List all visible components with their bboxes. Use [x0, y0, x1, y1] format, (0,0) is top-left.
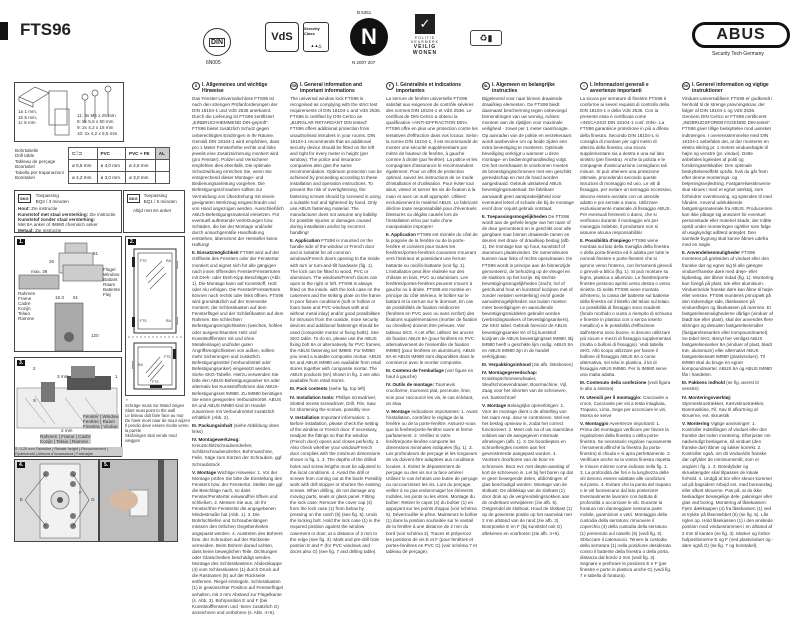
skg-badge: SKG: [20, 196, 29, 202]
hole-label-f: F: [79, 490, 82, 495]
section-text: Important information: 1. Before installation, please check the setting of the window or French door. If necessary, readjust the fittings so that the window (French door) opens and closes perfectly. 2. Also check whether your window/French door complies with the minimum dimensions shown in fig. 1. 3. The depths of the drilled holes and screw lengths must be adjusted to the local conditions. 4. Avoid the drill or screws from coming out at the back! Possibly work with drill stopper or shorten the existing screws. When drilling, do not damage any moving parts, seals or glass panel. Fitting the lock case: Remove the cover cap (4) from the lock case (1) from below by pressing on the catch (5) (see fig. 5). Undo the locking bolt. Hold the lock case (1) in the required position against the window casement or door, at a distance of 2 mm to the edge (see fig. 3). Mark and pre-drill hole position E and F (for PVC windows and doors also G) (see fig. 7 and drilling table).: [290, 414, 382, 554]
section-heading: II. Einsatzmöglichkeit: [192, 250, 239, 256]
figure-5-photo: [100, 460, 177, 541]
section: [482, 362, 574, 368]
slant-note: Schräge muss zur Wand zeigen Slant must point to the wall Le biseau doit faire face au mur De hoek moet naar de muur wijzen Il pendio deve essere rivolto verso la parete Skråningen skal vende mod væggen: [125, 403, 190, 443]
figure-4-drawing: [15, 460, 98, 541]
lock-label: RA: [166, 319, 171, 323]
section: [386, 382, 478, 406]
heading-text: I. General information and important informations: [300, 82, 362, 94]
drill-table-label: Drill table: [15, 153, 35, 159]
text-column-d: [192, 82, 284, 618]
callout: S: [33, 398, 37, 403]
vds-logo: [265, 22, 299, 52]
section-heading: V. Montering: [682, 420, 710, 426]
section-text: (voir figure en haut à gauche): [386, 368, 474, 380]
dimension-label: max. 39: [31, 269, 48, 274]
part-item: 10: 2x 4,2 x 9,5 mm: [77, 131, 118, 136]
section-heading: V. Montage: [386, 408, 411, 414]
column-heading: [482, 82, 574, 94]
politie-keurmerk-logo: [408, 14, 442, 56]
section-text: Kruiskopschroevendraaier, Sleufschroevendraaier, Boormachine, Vijl, Zaag voor het inkorten van de schroeven, evt. bankschroef: [482, 376, 568, 400]
n-mark-code: N 2007 207: [352, 60, 376, 65]
section-heading: III. Contenu de l'emballage: [386, 368, 444, 374]
section-text: (vedi figura in alto a sinistra): [580, 380, 671, 392]
section-text: Kreuzschlitzschraubendreher, Schlitzschraubendreher, Bohrmaschine, Feile, Säge zum Kürzen der Schrauben, ggf. Schraubstock: [192, 443, 283, 467]
drill-table-label: Boretabel: [15, 175, 35, 181]
pack-contents-figure: [14, 82, 124, 142]
heading-text: I. Informazioni generali e avvertenze importanti: [590, 82, 649, 94]
figure-2-drawing: [126, 237, 184, 395]
abus-logo: [692, 22, 790, 48]
heading-text: I. Generel information og vigtige instruktioner: [692, 82, 769, 94]
section-marker-bar: [0, 22, 8, 40]
cell: ø 3,0 mm: [126, 172, 156, 184]
komo-n-mark-logo: [350, 18, 388, 56]
drill-size-list: [18, 109, 37, 126]
parts-list: [77, 113, 117, 137]
section-text: FTS96 viene montata sul lato della maniglia della finestra o della porta-finestra ed è adatta per tutte le normali finestre e porte-finestre che si aprono verso l'interno, con ferramenti girevoli o girevoli-a bilico (fig. 1). Si può montare su legno, plastica o alluminio. Le finestre/porte-finestre possono aprirsi verso destra o verso sinistra. Di solito FTS96 viene montata all'interno, la cassa del battente sul battente della finestra ed il listello del telaio sul telaio. Le possibilità di fissaggio sono scadenti (fondo morbido o vuoto o riempito di schiuma e finestre in plastica con o senza inserto metallico) e le possibilità d'effrazione dall'esterno sono buone, si devono utilizzare più sicure e mezzi di fissaggio supplementari (malta o bulloni di fissaggio). Vedi tabella SKG. Allo scopo utilizzare per favore il bullone di fissaggio ABUS 8A o come alternativa, nei telai in plastica, il kit di fissaggio ABUS IM980. Per lo IM980 serve una malta adatta.: [580, 238, 672, 378]
security-class-logo: [303, 22, 329, 52]
column-heading: [386, 82, 478, 94]
section-heading: IV. Utensili per il montaggio:: [580, 394, 642, 400]
security-class-stars: ▲▲△: [310, 42, 322, 48]
section: [290, 395, 382, 413]
section: [482, 214, 574, 360]
section: [580, 238, 672, 378]
skg-title: [36, 193, 69, 204]
section-text: Stjerneskruetrækker, Kærvskruetrækker, Boremaskine, Fil, Sav til afkortning af skruerne, evt. skruestik: [682, 400, 765, 418]
n-mark-top: B 5351: [357, 10, 372, 15]
country-flag-icon: I: [580, 82, 588, 90]
skg-line: Hout: Zie instructie: [18, 206, 58, 212]
heading-text: I. Algemeen en belangrijke instructies: [492, 82, 555, 94]
figure-number: 5.: [104, 462, 109, 468]
skg-bq1-box: [123, 190, 185, 233]
section-text: Belangrijke opmerkingen: 1. Voor de montage dient u de afstelling van het raam resp. deur te controleren. Stel evt. het beslag opnieuw in, zodat het correct functioneert. 2. Meet ook na of uw raam/deur voldoet aan de aangegeven minimale afmetingen (afb. 1). 3. De boordieptes en schroeflengtes moeten aan het gevenstreerde aangepast worden. 4. Voorkom doorboren van de boor en schroeven. Boor evt. met diepte-aanslag of kort de schroeven in. Let bij het boren op dat er geen bewegende delen, afdichtingen of glas beschadigd worden. Montage van de slotkast: De afdekkap van de slotkast (1) door druk op de vergrendelingsnokken aan de onderkant verwijderen (zie afb. 5). Ontgrendel de slotbout. Houd de slotkast (1) op de gewenste positie op het raamvlak met 2 mm afstand van de rand (zie afb. 3). Boorpositie E en F (bij kunststof ook G) aftekenen en voorboren (zie afb. 4+5).: [482, 402, 574, 536]
figure-number: 3.: [19, 360, 24, 366]
abus-text: ABUS: [716, 26, 766, 43]
security-class-text: Security Class: [304, 26, 320, 37]
cell: ø 4,5 mm: [126, 160, 156, 172]
hole-label-g: G: [91, 497, 95, 502]
section: [290, 386, 382, 392]
country-flag-icon: D: [192, 82, 200, 90]
product-title: FTS96: [20, 20, 72, 39]
section-text: FTS96 monteres på grebsiden af vinduet eller den franske dør og egner sig til alle gængse vinduer/franske døre med dreje- eller kipbeslag, der åbner indad (fig. 1). Montering kan foregå på plast, træ eller aluminium. Vinduerne/de franske døre kan åbne til højre eller venstre. FTS96 monteres principielt på den indvendige side, låsekassen på vinduesfløjen og låsekassen på rammen. Er fastgørelsesmulighederne dårlige (vinduer af blødt træ eller plast), skal der anvendes flere sikringer og desuden fastgørelsesmidler (fastgørelsesankre eller kompoundmørtel). Se tabel SKG. Benyt her venligst ABUS fastgørelsesanker 8A (vinduer af plast, blødt træ, aluminium) eller alternativt ABUS fastgørelsessæt IM980 (plastvinduer). Til IM980 skal du bruge en egnet kompoundmørtel. ABUS 8A og ABUS IM980 fås i handelen.: [682, 250, 774, 378]
section: [580, 395, 672, 419]
cell: ø 4,0 mm: [97, 160, 126, 172]
header-pvc-fe: PVC + FE: [126, 148, 156, 160]
text-column-i: [580, 82, 672, 581]
section-heading: II. Application: [386, 232, 416, 238]
skg-line: Metaal: Zie instructie: [18, 227, 62, 233]
section: [386, 409, 478, 555]
dimension-label: 26: [49, 259, 55, 264]
n-mark-text: N: [361, 24, 377, 49]
figure-2-lock-positions: [125, 236, 185, 396]
cell: ø 3,0 mm: [97, 172, 126, 184]
section: [290, 238, 382, 384]
drill-bit-icon: ⊏⫶⫶⊐: [69, 148, 98, 160]
part-item: 9: 2x 4,2 x 16 mm: [77, 125, 114, 130]
text-column-dk: [682, 82, 774, 551]
section: [682, 250, 774, 378]
section-text: De FTS96 wordt aan de gehele lengte van het raam of de deur gemonteerd en is geschikt voor alle gangbare naar binnen draaiende ramen en deuren met draai- of draai/kiep beslag (afb. 1). De montage kan op hout, kunststof of aluminium plaatsvinden. De ramen/deuren kunnen naar links of rechts opendraaien. De FTS96 wordt in principe aan de binnenzijde gemonteerd, de behuizing op de vleugel en de sluitkom op het kozijn. Bij slechte bevestigingsmogelijkheden (zacht, hol of geschuimd hout en kunststof kozijnen met of zonder metalen versterking) en/of goede aanvalsmogelijkheden van buiten moeten meer beveiligingen en aanvullende bevestigingsmiddelen gebruikt worden (verbindingsankers of bevestigingsankers). Zie SKG tabel. Gebruik hiervoor de ABUS bevestigingsanker 8A of bij kunststof kozijnen de ABUS bevestigingsset IM980. Bij IM980 heeft u geschikte lijm nodig. ABUS 8A en ABUS IM980 zijn in de handel verkrijgbaar.: [482, 213, 574, 359]
hole-label-e: E: [20, 497, 24, 502]
skg-badge: SKG: [129, 196, 138, 202]
drill-table-label: Tableau de perçage: [15, 158, 56, 164]
drill-table: [68, 147, 170, 184]
figure-number: 2.: [130, 239, 135, 245]
checkmark-shield-icon: ✓: [415, 14, 435, 34]
section: [482, 403, 574, 537]
section: [192, 423, 284, 435]
cell: ø 4,2 mm: [69, 172, 98, 184]
skg-sub-text: BQ2 / 3 minuten: [35, 198, 69, 204]
lock-label: FTS: [152, 380, 159, 384]
column-heading: [682, 82, 774, 94]
politie-text: POLITIE KEURMERK: [411, 36, 439, 44]
callout: 3 mm: [57, 374, 69, 379]
frame-label: Rahmen | Frame | Cadre Kozijn | Telaio | Ramme: [40, 434, 91, 444]
section: [682, 421, 774, 549]
dimension-label: 51: [73, 295, 79, 300]
callout: 2: [33, 366, 36, 371]
din-code: 6N005: [206, 60, 221, 66]
section-text: (zie afb. linksboven): [532, 362, 573, 368]
paragraph: Bijgeleverd voor naar binnen draaiende draai/kiep elementen. De FTS96 biedt daarnaast bescherming tegen onbevoegd binnendringen van uw woning. Advies: monteer aan de zijstijlen voor maximale veiligheid - zowel per 1 meter raamhoogte. Op aanraden van de politie en verzekeraars wordt aanbevolen om op beide zijden een extra bevestiging te monteren. Optimale beveiliging verkrijgt u wanneer u deze montage- en bedieningshandleiding volgt. Om het overdraaien te voorkomen moeten de bevestigingsschroeven met een geschikt gereedschap en met de hand worden aangedraaid. Gebruik uitsluitend ABUS bevestigingsmateriaal. De fabrikant aanvaardt geen aansprakelijkheid voor eventueel letsel of schade die bij de montage en/of door onjuist gebruik ontstaat.: [482, 96, 574, 211]
dimension-label: 120: [91, 333, 99, 338]
paragraph: Das Fenster-Universalschloss FTS96 ist nach den strengen Prüfanforderungen der DIN 18104-1 und VdS 2536 anerkannt. Durch die Lieferung ist FTS96 zertifiziert „EINBRUCHHEMMEND DIN-geprüft“. FTS96 bietet zusätzlich Schutz gegen unberechtigtes Eindringen in Ihr Räume. Gemäß DIN 18104-1 wird empfohlen, dass pro 1 Meter Fensterhöhe rechts und links jeweils eine Zusatzsicherung montiert wird (pro Fenster). Polizei und Versicherer empfehlen dies ebenfalls. Die optimale Schutzwirkung erreichen Sie, wenn Sie entsprechend dieser Montage- und Bedienungsanleitung vorgehen. Die Befestigungsschrauben sollten zur Vermeidung von Überdrehung mit einem geeigneten Werkzeug eingeschraubt und von Hand angezogen werden. Ausschließlich ABUS-Befestigungsmaterial einsetzen. Für eventuell auftretende Verletzungen bzw. Schäden, die bei der Montage und/oder durch unsachgemäße Handhabung entstehen, übernimmt der Hersteller keine Haftung!: [192, 96, 284, 248]
drill-table-labels: [15, 148, 64, 180]
section-text: FTS96 is mounted on the handle side of the window or French door and is suitable for all common windows/French doors opening to the inside with turn or turn-and-tilt hardware (fig. 1). The lock can be fitted to wood, PVC or aluminium. The windows/French doors can open to the right or left. FTS96 is always fitted on the inside, with the lock case on the casement and the striking plate on the frame. In poor fixture conditions (soft or hollow or foam base and PVC windows with and without metal inlay) and/or good possibilities for intrusion from the outside, more security devices and additional fastenings should be used (composite mortar or fixing bolts). See SKG table. To do so, please use the ABUS fixing bolt 8A or alternatively for PVC frames, the ABUS fastening set IM980. For IM980 you need a suitable composite mortar. ABUS 8A and ABUS IM980 are available from retail stores together with composite mortar. The ABUS products (8A) shown in fig. 2 are also available from retail stores.: [290, 238, 382, 384]
section-heading: IV. Installation tools:: [290, 394, 335, 400]
paragraph: La sicura per serrature di finestre FTS96 è conforme ai severi requisiti di controllo della DIN 18104-1 e della VdS 2536. Con la presente essa è certificata come «INSCASSO DIN 18104-1 conf. DIN». La FTS96 garantisce protezione in più a difesa della finestra. Secondo DIN 18104-1 si consiglia di montare per ogni metro di altezza della finestra, una sicura supplementare sia a destra e una sul lato sinistro (per finestra). Anche la polizia e le compagnie d'assicurazione consigliano tali misure. Si può ottenere una protezione ottimale, procedendo secondo queste istruzioni di montaggio ed uso. Le viti di fissaggio, per evitare un serraggio eccessivo, devono essere avvitate con un utensile adatto e poi serrate a mano. Utilizzare esclusivamente materiale di fissaggio ABUS. Per eventuali ferimenti o danni, che si verificano durante il montaggio e/o per maneggio indebito, il produttore non si assume alcuna responsabilità!: [580, 96, 672, 236]
vds-text: VdS: [271, 31, 293, 43]
section: [386, 232, 478, 366]
rebate-caption: S: 0-29 mm Falzhöhe | Rebate height | Recouvrement | Opdekmaat | Altezza d'incassatura | Falshøjde: [15, 447, 123, 456]
figure-3-cross-section: [14, 357, 122, 457]
section-heading: IV. Montagegereedschap:: [482, 370, 538, 376]
section-heading: II. Anvendelsesmuligheder: [682, 250, 741, 256]
skg-bq2-box: [14, 190, 122, 233]
country-flag-icon: F: [386, 82, 394, 90]
section: [682, 380, 774, 392]
drill-size: 1c 8 mm: [18, 120, 36, 126]
skg-title-text: Toepassing: [35, 193, 59, 198]
note-asterisk: *: [126, 398, 128, 403]
section-heading: II. Application: [290, 238, 320, 244]
skg-lines: [18, 206, 118, 233]
part-item: 8: 8x 5,5 x 60 mm: [77, 119, 114, 124]
frame-label: Rahmen Frame Cadre Kozijn Telaio Ramme: [18, 291, 36, 321]
country-flag-icon: DK: [683, 84, 689, 88]
section: [482, 370, 574, 400]
section-heading: III. Pack contents: [290, 386, 328, 392]
section-heading: V. Montage: [192, 469, 217, 475]
figure-number: 4.: [19, 462, 24, 468]
section: [386, 368, 478, 380]
lock-label: RA: [138, 363, 143, 367]
skg-line: Altijd met 8A anker: [133, 208, 172, 214]
paragraph: La serrure de fenêtre universelle FTS96 satisfait aux exigences de contrôle sévères des normes DIN 18104-1 et VdS 2536. Le certificat de DIN Certco a obtenu la qualification «ANTI-EFFRACTION DIN». FTS96 offre en plus une protection contre les tentatives d'effraction dans vos locaux. Selon la norme DIN 18104-1, il est recommandé de monter une sécurité supplémentaire par mètre de hauteur de fenêtre, à gauche comme à droite (par fenêtre). La police et les compagnies d'assurance le recommandent également. Pour un effet de protection optimal, suivez les instructions de ce mode d'installation et d'utilisation. Pour éviter tout abus, vissez et serrez les vis de fixation à la main et avec un outil approprié. Utilisez exclusivement le matériel ABUS. Le fabricant décline toute responsabilité pour d'éventuels blessures ou dégâts causés lors de l'installation et/ou par suite d'une manipulation impropre!: [386, 96, 478, 229]
din-certification-logo: [203, 28, 231, 56]
section-text: (siehe fig. top left): [328, 386, 366, 392]
section: [580, 380, 672, 392]
drill-size: 1a 1 mm,: [18, 109, 38, 114]
section-text: Avvertenze importanti: 1. Prima del montaggio verificare per favore la regolazione della finestra o della porta-finestra. Se necessario regolare nuovamente i ferramenti affinché la finestra (la porta-finestra) si chiuda e si apra perfettamente. 2. Verificare anche se la vostra finestra rispetta le misure minime come indicato nella fig. 1. 3. La profondità dei fori e la lunghezza delle viti devono essere adattate alle condizioni sul posto. 4. Evitare che la punta del trapano o le viti fuoriescano dal lato posteriore! Eventualmente lavorare con battuta di profondità o accorciare le viti. Durante la foratura non danneggiare nessuna parte mobile, guarnizioni o vetri. Montaggio della custodia della serratura: rimuovere il coperchio (4) della custodia della serratura (1) premendo sul nasello (5) (vedi fig. 5). Sbloccare il catenaccio. Tenere la custodia della serratura (1) nella posizione desiderata contro il battente della finestra o della porta, distanza dal bordo 2 mm (vedi fig. 3). Segnare e preforare le posizioni E e F (per finestre e porte in plastica anche G) (vedi fig. 7 e tabella di foratura).: [580, 420, 672, 579]
section-heading: III. Pakkens indhold: [682, 380, 725, 386]
window-label: Flügel Window Battant Raam Battente Fløj: [103, 267, 121, 297]
section: [580, 421, 672, 579]
skg-title-text: Toepassing: [143, 193, 167, 198]
section-heading: II. Toepassingsmogelijkheden: [482, 213, 548, 219]
skg-line: Kunststof zonder staal versterking:: [18, 217, 96, 222]
section: [290, 415, 382, 555]
section-text: Cacciavite a croce, Cacciavite per viti a testa intagliata, Trapano, Lima, Sega per accorciare le viti, Morsa se serve: [580, 394, 668, 418]
figure-1-dimensions: [14, 236, 122, 352]
section-text: (se fig. øverst til venstre): [682, 380, 759, 392]
section-heading: III. Verpakkingsinhoud: [482, 362, 531, 368]
paragraph: The universal window lock FTS96 is recognised as complying with the strict test requirements of DIN 18104-1 and VdS 2536. FTS96 is certified by DIN Certco as „BURGLAR RETARDANT DIN tested“. FTS96 offers additional protection from unauthorised intruders in your rooms. DIN 18104-1 recommends that an additional security device should be fitted on the left and right for every meter in height (per window). The police and insurance companies also give the same recommendation. Optimum protection can be achieved by proceeding according to these installation and operation instructions. To prevent the risk of overtightening, the fastening screws should by screwed in using a suitable tool and tightened by hand. Only use ABUS fastening material. The manufacturer does not assume any liability for possible injuries or damages caused during installation and/or by incorrect handling!: [290, 96, 382, 236]
veilig-wonen-text: VEILIG WONEN: [412, 44, 438, 56]
callout: 1: [115, 374, 118, 379]
section-heading: IV. Montagewerkzeug:: [192, 437, 240, 443]
recycling-disposal-icon: ♻▮: [470, 30, 502, 46]
heading-text: I. Allgemeines und wichtige Hinweise: [202, 82, 268, 94]
country-flag-icon: NL: [483, 84, 489, 88]
section-text: Phillips screwdriver, Slotted recess screwdriver, Drill, File, Saw for shortening the screws, possibly vice: [290, 394, 377, 412]
section-heading: V. Montaggio: [580, 420, 609, 426]
lock-label: FTS: [140, 319, 147, 323]
heading-text: I. Généralités et indications importantes: [396, 82, 462, 94]
column-heading: [192, 82, 284, 94]
section-text: Wichtige Hinweise: 1. Vor der Montage prüfen Sie bitte die Einstellung des Fensters bzw. der Fenstertür. Stellen Sie ggf. die Beschläge nach, so dass Fenster/Fenstertür einwandfrei öffnen und schließen. 2. Messen Sie aus, ob Ihr Fenster/Ihre Fenstertür die angegebenen Mindestmaße hat (Abb. 1). 3. Die Bohrlochtiefen und Schraubenlängen müssen den örtlichen Gegebenheiten angepasst werden. 4. Austreten des Bohrers bzw. der Schrauben auf der Rückseite vermeiden. Beim Bohren darauf achten, dass keine beweglichen Teile, Dichtungen oder Glasscheiben beschädigt werden. Montage des Schlosskastens: Abdeckkappe (4) vom Schlosskasten (1) durch Druck auf die Rastnasen (5) auf der Rückseite entfernen. Riegel entriegeln. Schlosskasten (1) in gewünschter Position auf Fensterflügel anhalten, mit 2 mm Abstand zur Flügelkante (s. Abb. 3). Bohrposition E und F (bei Kunststofffenstern und -türen zusätzlich G) anzeichnen und vorbohren (s. Abb. 4+5).: [192, 469, 284, 615]
skg-line: Kunststof met staal versterking: Zie instructie: [18, 211, 116, 217]
section-heading: II. Possibilità d'impiego: [580, 238, 631, 244]
section-text: FTS96 est montée du côté de la poignée de la fenêtre ou de la porte-fenêtre et convient pour toutes les fenêtres/portes-fenêtres courantes s'ouvrant vers l'intérieur et possédant une ferrure battante ou oscillo-battante (voir fig. 1). L'installation peut être réalisée sur des châssis en bois, PVC ou aluminium. Les fenêtres/portes-fenêtres peuvent s'ouvrir à gauche ou à droite. FTS96 est montée en principe du côté intérieur, le boîtier sur le battant et la serrure sur le dormant. En cas de possibilités de fixation médiocres (fenêtres en PVC avec ou sans renfort) des fixations supplémentaires (mortier de fixation ou chevilles) doivent être prévues. Voir tableau SKG. A cet effet, utilisez les ancres de fixation ABUS 8A (pour fenêtres en PVC alternativement de l'ensemble de fixation IM980) (pour fenêtres en aluminium). ABUS 8A et ABUS IM980 sont disponibles dans le commerce avec le mortier composite.: [386, 232, 478, 366]
section-heading: IV. Outils de montage:: [386, 382, 435, 388]
callout: 2 mm: [61, 428, 73, 433]
header-pvc: PVC: [97, 148, 126, 160]
drill-table-label: Tabella per trapanazioni: [15, 169, 64, 175]
section-heading: III. Contenuto della confezione: [580, 380, 647, 386]
dimension-label: 18.3: [55, 295, 64, 300]
header-al: AL: [155, 148, 169, 160]
cell: ø 5,5 mm: [69, 160, 98, 172]
lock-label: RA: [166, 259, 171, 263]
skg-line: Met 8A anker of IM980 chemisch anker: [18, 222, 98, 228]
section-text: Vigtige anvisninger: 1. Kontroller indstillingen af vinduet eller den franske dør inden montering. Efterjuster om nødvendigt beslagene, så vinduet (den franske dør) åbner og lukker korrekt. 2. Kontroller også, om dit vindue/din franske dør opfylder de minimumsmål, som er angivet i fig. 1. 3. Boredybder og skruelængder skal tilpasses de lokale forhold. 4. Undgå at bor eller skruer kommer ud på bagsiden! Arbejd evt. med boreanslag eller afkort skruerne. Pas på, at du ikke beskadiger bevægelige dele, pakninger eller glas ved boring. Montering af låsekassen: Fjern dækkappen (4) fra låsekassen (1) ved at trykke på låsenæbbet (5) (se fig. 5). Lås riglen op. Hold låsekassen (1) i den ønskede position mod vinduesrammen i en afstand af 2 mm til kanten (se fig. 3). Marker og forbor hulpositionerne E og F (ved plastvinduer og -døre også G) (se fig. 7 og boretabel).: [682, 420, 774, 548]
dimension-label: 51: [93, 251, 99, 256]
section-heading: V. Montage: [482, 402, 507, 408]
section-heading: V. Installation: [290, 414, 320, 420]
text-column-gb: [290, 82, 382, 557]
drill-table-label: Bohrtabelle: [15, 148, 39, 153]
section: [192, 470, 284, 616]
lock-label: FTS: [140, 259, 147, 263]
column-heading: [580, 82, 672, 94]
figure-4-lock-case-holes: [14, 459, 99, 542]
section-text: FTS96 wird auf der Griffseite des Fensters oder der Fenstertür montiert und eignet sich für alle gängigen nach innen öffnenden Fenster/Fenstertüren mit Dreh- oder Dreh-Kipp-Beschlägen (Abb. 1). Die Montage kann auf Kunststoff, Holz oder Alu erfolgen. Die Fenster/Fenstertüren können nach rechts oder links öffnen. FTS96 wird grundsätzlich auf der Innenseite montiert, der Schlosskasten auf dem Fensterflügel und der Schließkasten auf dem Rahmen. Bei schlechten Befestigungsmöglichkeiten (weiches, hohles oder ausgeschäumtes Holz und Kunststofffenster mit und ohne Metalleinlage) und/oder guten Angriffsmöglichkeiten von außen, sollten mehr Sicherungen und zusätzlich Befestigungsmittel (Verbundmittel oder Befestigungsanker) eingesetzt werden. Siehe SKG-Tabelle. Hierzu verwenden Sie bitte den ABUS-Befestigungsanker 8A oder alternativ bei Kunststoffrahmen das ABUS-Befestigungsset IM980. Zu IM980 benötigen Sie einen geeigneten Verbundmörtel. ABUS 8A und ABUS IM980 sind im Handel zusammen mit Verbundmörtel zusätzlich erhältlich (Abb. 2).: [192, 250, 284, 420]
section-text: Tournevis cruciforme, tournevis plat, perceuse, lime, scie pour raccourcir les vis, le cas échéant, un étau: [386, 382, 474, 406]
section: [682, 395, 774, 419]
window-label: Fenster | Window Fenêtre | Raam Finestra | Vindue: [83, 414, 119, 429]
figure-number: 1.: [19, 239, 24, 245]
figure-5-remove-cover: [99, 459, 178, 542]
section-heading: III. Packungsinhalt: [192, 422, 233, 428]
abus-tagline: Security Tech Germany: [712, 51, 764, 57]
section-text: Indications importantes: 1. Avant l'installation, contrôlez le réglage de la fenêtre ou de la porte-fenêtre. Assurez-vous que la fenêtre/porte-fenêtre ouvre et ferme parfaitement. 2. Vérifiez si votre fenêtre/porte-fenêtre comporte les dimensions minimales indiquées (fig. 1). 3. Les profondeurs de perçage et les longueurs de vis doivent être adaptées aux conditions locales. 4. Évitez le dépassement de perçage ou des vis sur la face arrière! Utilisez le cas échéant une butée de perçage ou raccourcissez les vis. Lors du perçage, veillez à ne pas endommager les éléments mobiles, les joints ou les vitres. Montage du boîtier: Retirer le capot (4) du boîtier (1) en appuyant sur les points d'appui (voir schéma 5). Déverrouiller le pêne. Maintenez le boîtier (1) dans la position souhaitée sur le vantail de la fenêtre à une distance de 2 mm du bord (voir schéma 3). Tracez et prépercez les positions de vis E et F (pour fenêtres et portes-fenêtres en PVC G) (voir schéma 7 et tableau de perçage).: [386, 408, 478, 554]
din-text: DIN: [210, 38, 224, 46]
text-column-f: [386, 82, 478, 557]
lock-label: FTS: [164, 355, 171, 359]
section: [192, 250, 284, 421]
drill-table-label: Boortabel: [15, 164, 35, 170]
text-column-nl: [482, 82, 574, 539]
country-flag-icon: GB: [291, 84, 297, 88]
skg-sub-text: BQ1 / 5 minuten: [143, 198, 177, 204]
section-heading: IV. Monteringsværktøj:: [682, 394, 732, 400]
section-text: (siehe Abbildung oben links): [192, 422, 280, 435]
column-heading: [290, 82, 382, 94]
part-item: 11: 3x M6 x 25 mm: [77, 113, 116, 118]
drill-size: 1b 5 mm,: [18, 114, 38, 120]
skg-title: [144, 193, 177, 204]
paragraph: Vindues-universallåsen FTS96 er godkendt i henhold til de strenge prøvningskrav, der følger af DIN 18104-1 og VdS 2536. Gennem DIN Certco er FTS96 certificeret „INDBRUDSFOREBYGGENDE DIN-testet“. FTS96 giver tillige beskyttelse mod uønsket indtrængen. I overensstemmelse med DIN 18104-1 anbefales det, at der monteres en ekstra sikring pr. 1 meters vindueshøjde til højre og venstre (pr. vindue). Dette anbefales ligeledes af politi og forsikringsselskaber. Den optimale beskyttelseseffekt opnås, hvis du går frem efter denne monterings- og betjeningsvejledning. Fastgørelsesskruerne skal skrues i med et egnet værktøj, som forhindrer overskruning, og spændes til med hånden. Anvend udelukkende fastgøringsmateriale fra ABUS. Producenten kan ikke påtage sig ansvaret for eventuel personskade eller materiel skade, der måtte opstå under monteringen og/eller som følge af usagkyndigt adfærd antejdet. Den samlede bygning skal kunne åbnes udefra med en nøgle.: [682, 96, 773, 248]
section: [192, 437, 284, 467]
